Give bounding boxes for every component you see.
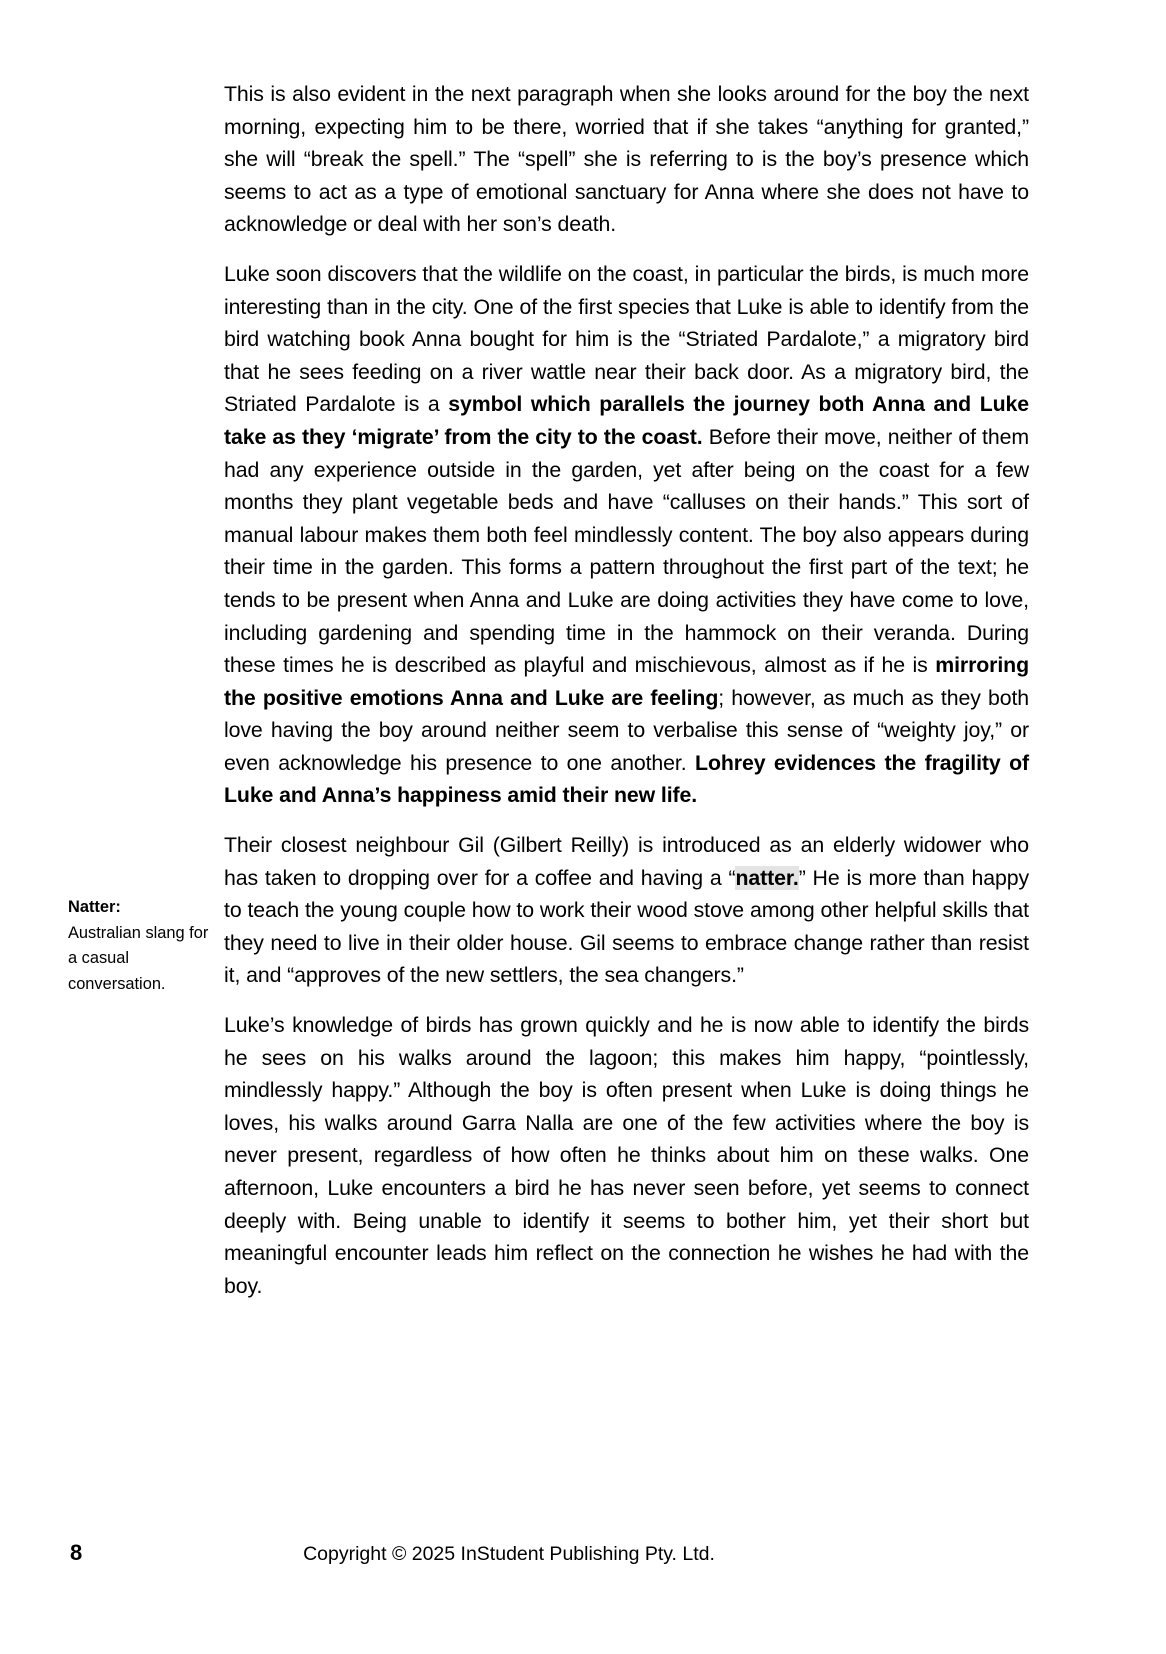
bold-run: symbol which parallels the journey both Anna and Luke take as they ‘migrate’ from the city to the coast.	[224, 392, 1029, 449]
margin-gloss-note	[68, 895, 216, 997]
copyright-notice: Copyright © 2025 InStudent Publishing Pty. Ltd.	[303, 1543, 715, 1565]
text-run: Their closest neighbour Gil (Gilbert Reilly) is introduced as an elderly widower who has taken to dropping over for a coffee and having a “	[224, 833, 1029, 890]
page-number: 8	[70, 1540, 83, 1565]
paragraph-3	[224, 829, 1029, 992]
text-run: This is also evident in the next paragraph when she looks around for the boy the next morning, expecting him to be there, worried that if she takes “anything for granted,” she will “break the spell.” The “spell” she is referring to is the boy’s presence which seems to act as a type of emotional sanctuary for Anna where she does not have to acknowledge or deal with her son’s death.	[224, 82, 1029, 237]
gloss-term: Natter:	[68, 898, 121, 916]
body-text-column	[224, 78, 1029, 1302]
page-footer	[0, 1540, 1166, 1574]
bold-run: mirroring the positive emotions Anna and Luke are feeling	[224, 653, 1029, 710]
text-run: Luke soon discovers that the wildlife on the coast, in particular the birds, is much more interesting than in the city. One of the first species that Luke is able to identify from the bird watching book Anna bought for him is the “Striated Pardalote,” a migratory bird that he sees feeding on a river wattle near their back door. As a migratory bird, the Striated Pardalote is a	[224, 261, 1029, 417]
paragraph-2	[224, 258, 1029, 812]
text-run: Before their move, neither of them had any experience outside in the garden, yet after being on the coast for a few months they plant vegetable beds and have “calluses on their hands.” This sort of manual labour makes them both feel mindlessly content. The boy also appears during their time in the garden. This forms a pattern throughout the first part of the text; he tends to be present when Anna and Luke are doing activities they have come to love, including gardening and spending time in the hammock on their veranda. During these times he is described as playful and mischievous, almost as if he is	[224, 424, 1029, 678]
text-run: ; however, as much as they both love having the boy around neither seem to verbalise this sense of “weighty joy,” or even acknowledge his presence to one another.	[224, 685, 1030, 775]
paragraph-1	[224, 78, 1029, 241]
gloss-definition: Australian slang for a casual conversation.	[68, 923, 209, 993]
bold-run: Lohrey evidences the fragility of Luke and Anna’s happiness amid their new life.	[224, 750, 1030, 808]
highlighted-term: natter.	[735, 865, 799, 890]
text-run: ” He is more than happy to teach the young couple how to work their wood stove among other helpful skills that they need to live in their older house. Gil seems to embrace change rather than resist it, and “approves of the new settlers, the sea changers.”	[224, 865, 1029, 988]
text-run: Luke’s knowledge of birds has grown quickly and he is now able to identify the birds he sees on his walks around the lagoon; this makes him happy, “pointlessly, mindlessly happy.” Although the boy is often present when Luke is doing things he loves, his walks around Garra Nalla are one of the few activities where the boy is never present, regardless of how often he thinks about him on these walks. One afternoon, Luke encounters a bird he has never seen before, yet seems to connect deeply with. Being unable to identify it seems to bother him, yet their short but meaningful encounter leads him reflect on the connection he wishes he had with the boy.	[224, 1013, 1029, 1298]
paragraph-4	[224, 1009, 1029, 1302]
